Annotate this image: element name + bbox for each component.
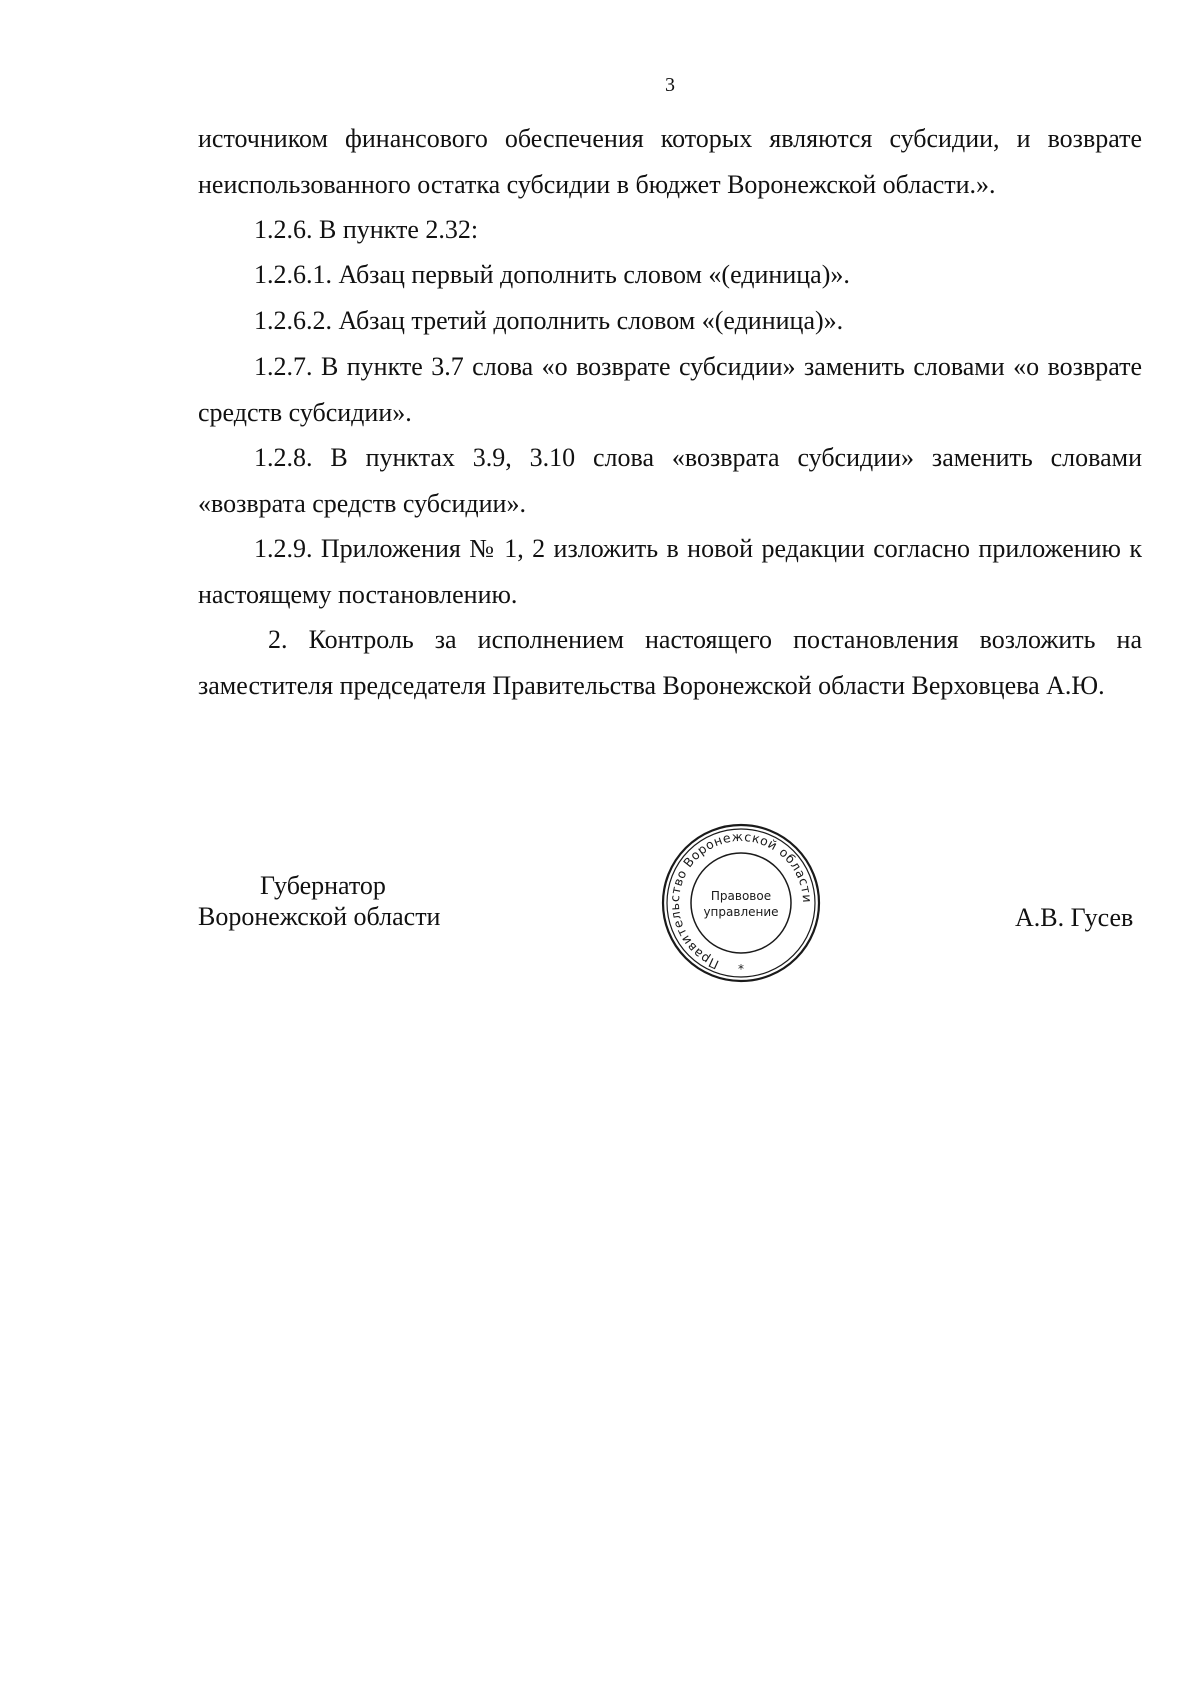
signatory-name: А.В. Гусев (1015, 903, 1134, 932)
paragraph-1-2-9 (198, 526, 1142, 617)
paragraph-text: 1.2.6.1. Абзац первый дополнить словом «(единица)». (254, 260, 850, 289)
paragraph-1-2-7 (198, 344, 1142, 435)
stamp-seal-icon (660, 822, 822, 984)
stamp-inner-line2: управление (703, 905, 779, 919)
paragraph-text: 1.2.9. Приложения № 1, 2 изложить в новой редакции согласно приложению к настоящему постановлению. (198, 534, 1142, 609)
paragraph-1-2-6 (198, 207, 1142, 253)
paragraph-1-2-6-1 (198, 252, 1142, 298)
paragraph-continuation (198, 116, 1142, 207)
signatory-region: Воронежской области (198, 902, 441, 931)
paragraph-1-2-8 (198, 435, 1142, 526)
paragraph-text: 1.2.6.2. Абзац третий дополнить словом «(единица)». (254, 306, 844, 335)
paragraph-text: 2. Контроль за исполнением настоящего постановления возложить на заместителя председателя Правительства Воронежской области Верховцева А.Ю. (198, 625, 1142, 700)
signatory-position: Губернатор (260, 871, 386, 900)
paragraph-text: 1.2.8. В пунктах 3.9, 3.10 слова «возврата субсидии» заменить словами «возврата средств субсидии». (198, 443, 1142, 518)
paragraph-1-2-6-2 (198, 298, 1142, 344)
signatory-title (198, 870, 440, 932)
paragraph-text: источником финансового обеспечения которых являются субсидии, и возврате неиспользованного остатка субсидии в бюджет Воронежской области.». (198, 124, 1142, 199)
stamp-outer-text: Правительство Воронежской области (666, 828, 816, 973)
page-number: 3 (665, 74, 675, 96)
paragraph-text: 1.2.6. В пункте 2.32: (254, 215, 479, 244)
paragraph-2-control (198, 617, 1142, 708)
svg-text:Правительство Воронежской обла (660, 822, 822, 984)
official-stamp (660, 822, 822, 984)
stamp-star: * (738, 962, 744, 976)
paragraph-text: 1.2.7. В пункте 3.7 слова «о возврате субсидии» заменить словами «о возврате средств субсидии». (198, 352, 1142, 427)
stamp-inner-line1: Правовое (710, 889, 772, 903)
